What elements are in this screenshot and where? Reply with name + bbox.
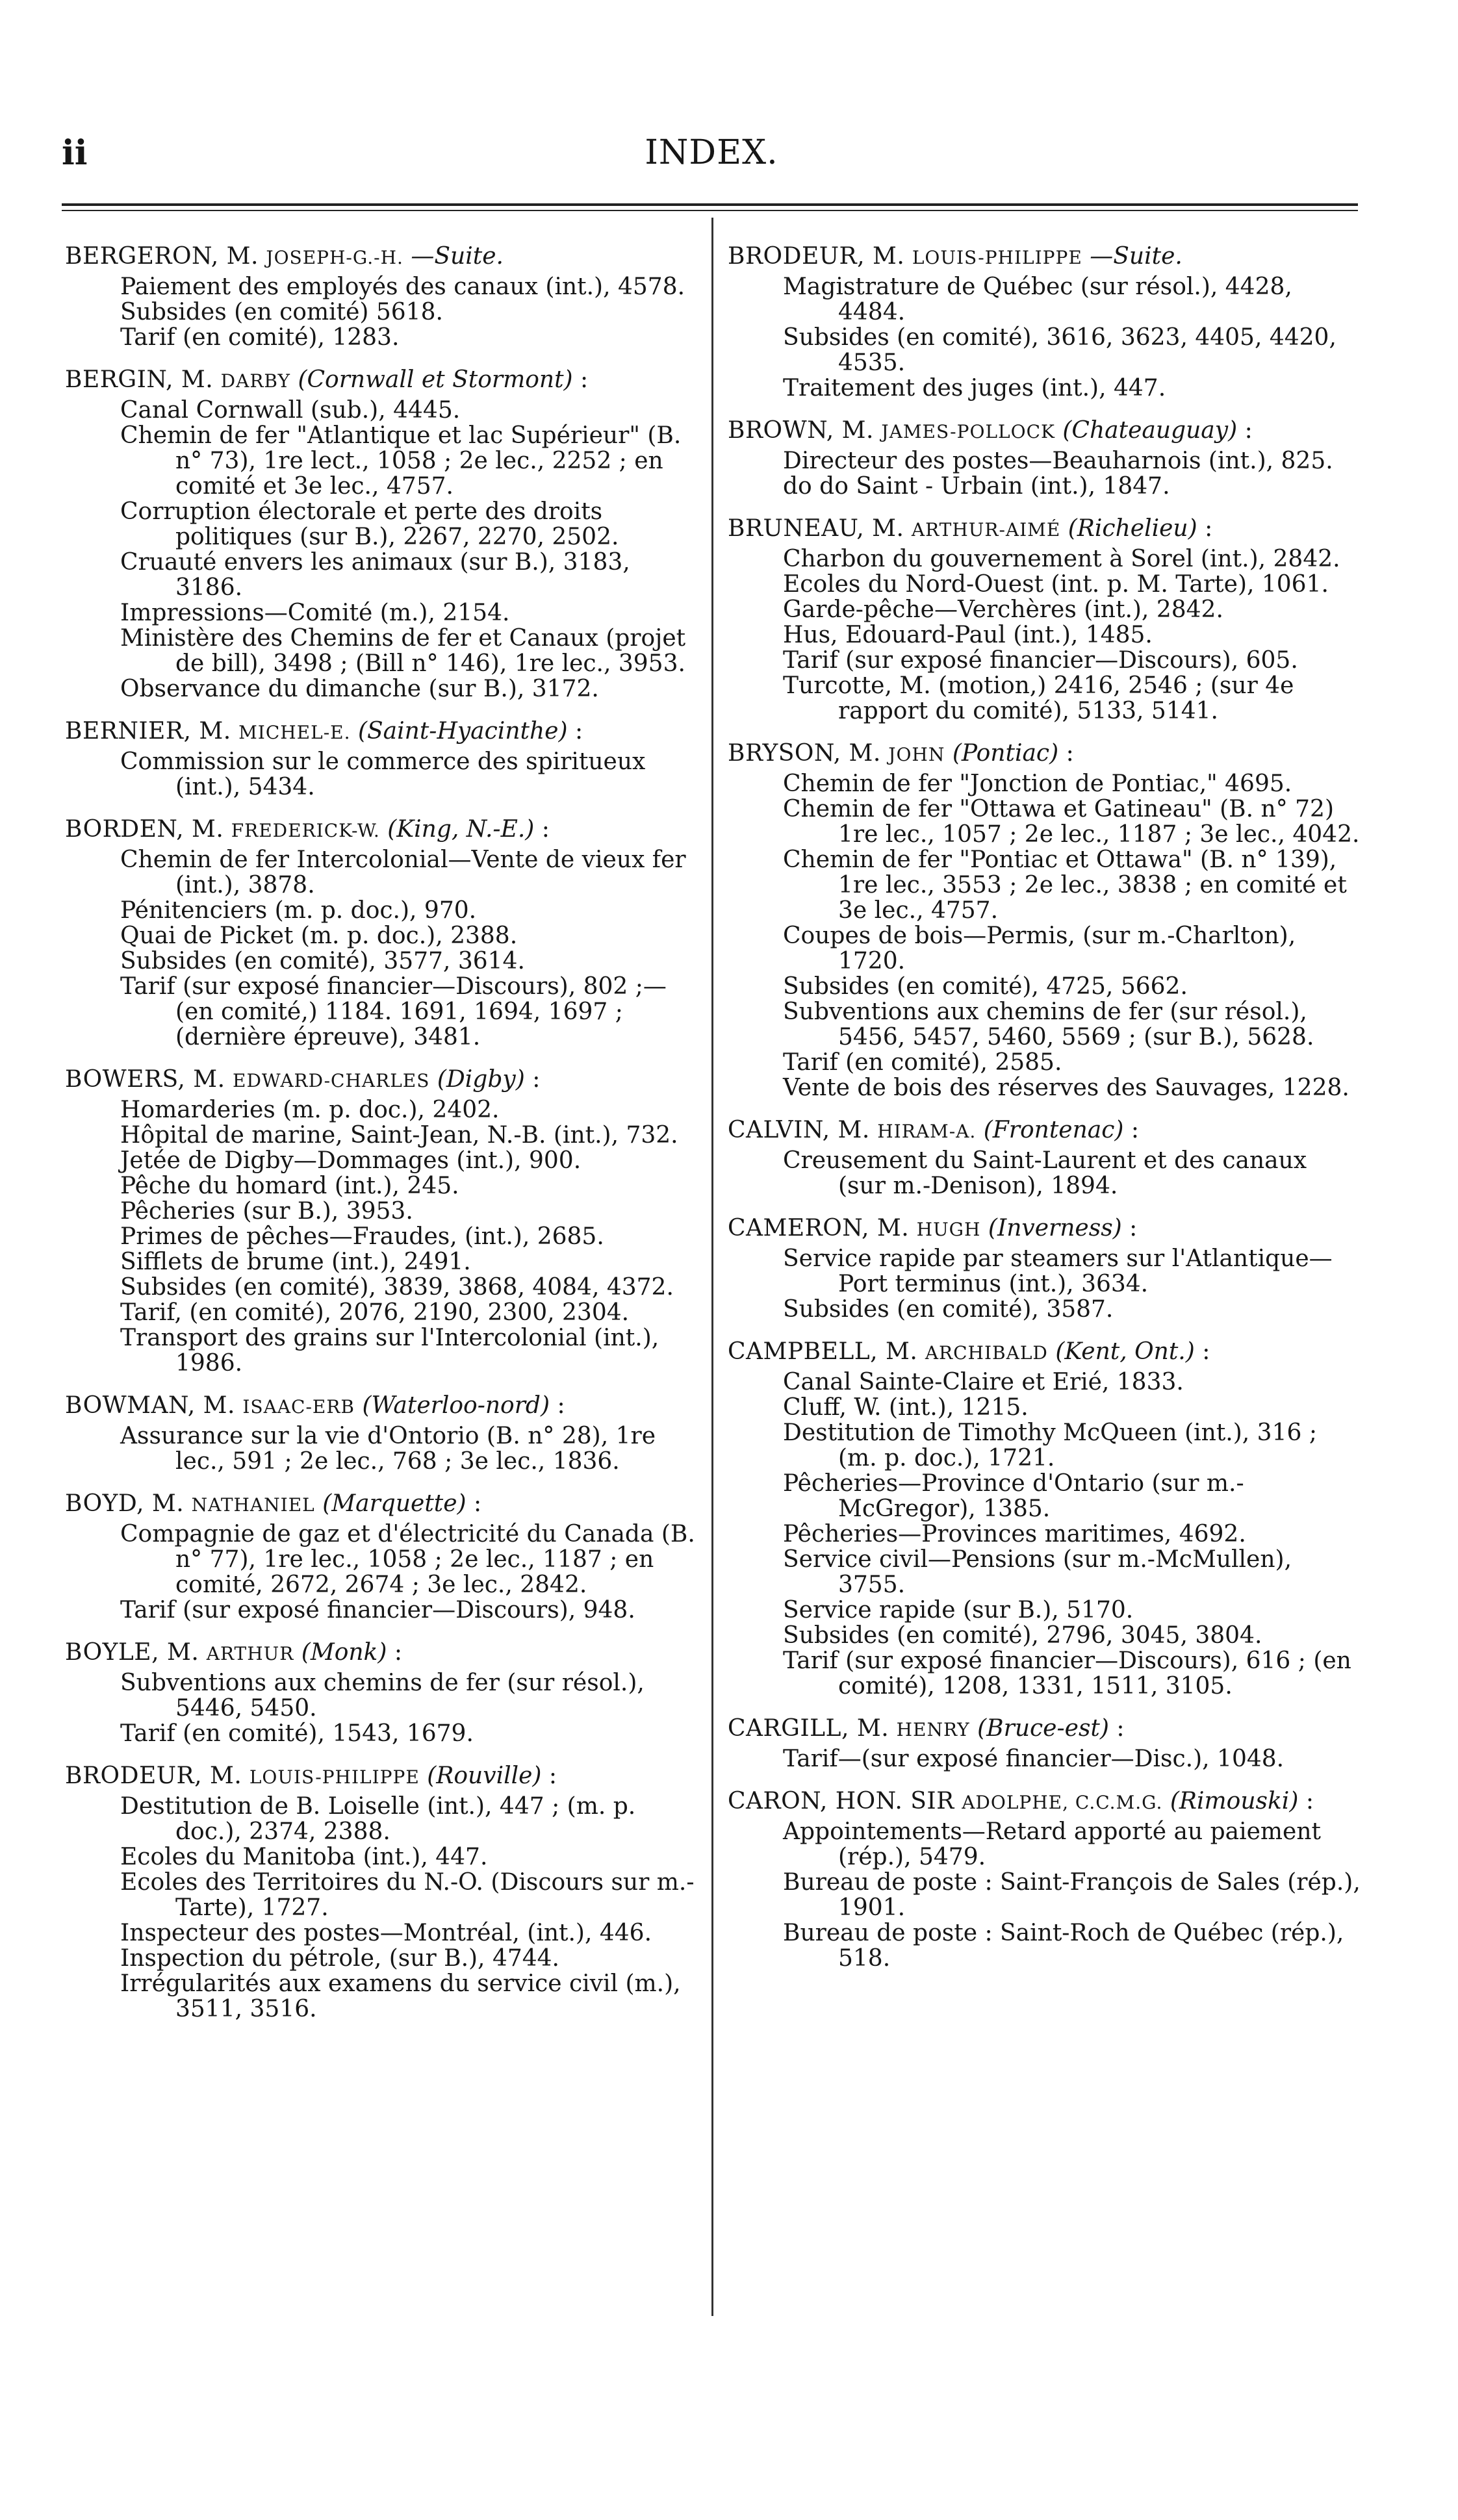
index-entry xyxy=(728,1788,1361,1971)
entry-riding: (Chateauguay) xyxy=(1062,417,1238,444)
entry-surname: BOYD, M. xyxy=(65,1490,185,1517)
entry-riding: (Richelieu) xyxy=(1068,515,1197,542)
entry-reference: Pêcheries—Province d'Ontario (sur m.-McGregor), 1385. xyxy=(783,1470,1244,1522)
entry-surname: CAMERON, M. xyxy=(728,1215,910,1241)
entry-name xyxy=(65,817,698,843)
entry-punctuation: : xyxy=(572,366,589,393)
entry-reference: Assurance sur la vie d'Ontorio (B. n° 28), 1re lec., 591 ; 2e lec., 768 ; 3e lec., 1836. xyxy=(120,1423,656,1475)
entry-riding: (Bruce-est) xyxy=(977,1715,1109,1742)
entry-surname: BERNIER, M. xyxy=(65,718,231,745)
entry-reference: Service rapide (sur B.), 5170. xyxy=(783,1597,1134,1623)
entry-surname: BRYSON, M. xyxy=(728,740,881,767)
entry-riding: —Suite. xyxy=(1090,243,1183,270)
entry-riding: (Pontiac) xyxy=(952,740,1059,767)
entry-reference: Subventions aux chemins de fer (sur résol.), 5446, 5450. xyxy=(120,1670,645,1722)
index-entry xyxy=(728,516,1361,724)
entry-reference: Observance du dimanche (sur B.), 3172. xyxy=(120,676,599,702)
index-entry xyxy=(65,1640,698,1746)
entry-reference: Hôpital de marine, Saint-Jean, N.-B. (int.), 732. xyxy=(120,1122,678,1149)
entry-reference: Subsides (en comité), 3587. xyxy=(783,1296,1114,1323)
entry-surname: BORDEN, M. xyxy=(65,816,224,843)
header-rule-thin xyxy=(62,210,1358,211)
entry-reference: Service civil—Pensions (sur m.-McMullen), 3755. xyxy=(783,1546,1292,1598)
page-title: INDEX. xyxy=(645,133,778,172)
entry-given-name: ARTHUR-AIMÉ xyxy=(911,519,1061,541)
entry-reference: Primes de pêches—Fraudes, (int.), 2685. xyxy=(120,1223,604,1250)
entry-reference: Directeur des postes—Beauharnois (int.), 825. xyxy=(783,448,1333,474)
entry-reference: Turcotte, M. (motion,) 2416, 2546 ; (sur 4e rapport du comité), 5133, 5141. xyxy=(783,672,1294,724)
entry-reference: Subsides (en comité), 4725, 5662. xyxy=(783,973,1188,1000)
entry-surname: BRODEUR, M. xyxy=(65,1763,242,1789)
entry-name xyxy=(728,418,1361,444)
entry-reference: Canal Cornwall (sub.), 4445. xyxy=(120,397,461,424)
entry-surname: BOYLE, M. xyxy=(65,1639,199,1666)
entry-reference: Commission sur le commerce des spiritueux (int.), 5434. xyxy=(120,748,646,800)
index-entry xyxy=(728,244,1361,401)
index-entry xyxy=(728,1716,1361,1772)
header-rule-thick xyxy=(62,203,1358,206)
entry-reference: Inspecteur des postes—Montréal, (int.), 446. xyxy=(120,1920,652,1946)
entry-reference: Subsides (en comité), 3577, 3614. xyxy=(120,948,525,974)
page-number: ii xyxy=(62,133,88,173)
entry-name xyxy=(65,1763,698,1790)
entry-surname: BERGIN, M. xyxy=(65,366,214,393)
entry-reference: Quai de Picket (m. p. doc.), 2388. xyxy=(120,923,518,949)
entry-reference: Transport des grains sur l'Intercolonial (int.), 1986. xyxy=(120,1325,659,1377)
entry-name xyxy=(728,1788,1361,1815)
index-entry xyxy=(728,418,1361,499)
entry-given-name: HIRAM-A. xyxy=(877,1121,977,1142)
entry-punctuation: : xyxy=(1121,1215,1138,1241)
entry-reference: Pénitenciers (m. p. doc.), 970. xyxy=(120,897,477,924)
entry-reference: Destitution de Timothy McQueen (int.), 316 ; (m. p. doc.), 1721. xyxy=(783,1419,1317,1471)
entry-surname: CALVIN, M. xyxy=(728,1117,870,1143)
entry-reference: Tarif (sur exposé financier—Discours), 802 ;— (en comité,) 1184. 1691, 1694, 1697 ; (dernière épreuve), 3481. xyxy=(120,973,667,1050)
entry-riding: (Cornwall et Stormont) xyxy=(298,366,573,393)
index-entry xyxy=(65,367,698,702)
entry-given-name: HENRY xyxy=(896,1719,970,1740)
entry-reference: Cruauté envers les animaux (sur B.), 3183, 3186. xyxy=(120,549,630,601)
entry-reference: Subsides (en comité) 5618. xyxy=(120,299,443,325)
entry-name xyxy=(728,516,1361,542)
entry-punctuation: : xyxy=(524,1066,541,1093)
entry-given-name: JAMES-POLLOCK xyxy=(881,421,1055,442)
entry-punctuation: : xyxy=(1237,417,1253,444)
index-entry xyxy=(728,741,1361,1101)
entry-name xyxy=(65,1067,698,1093)
entry-surname: BOWERS, M. xyxy=(65,1066,225,1093)
entry-given-name: ARTHUR xyxy=(206,1643,294,1664)
entry-reference: Irrégularités aux examens du service civil (m.), 3511, 3516. xyxy=(120,1970,681,2022)
entry-reference: Chemin de fer "Pontiac et Ottawa" (B. n° 139), 1re lec., 3553 ; 2e lec., 3838 ; en comité et 3e lec., 4757. xyxy=(783,846,1347,924)
entry-surname: CARGILL, M. xyxy=(728,1715,889,1742)
entry-reference: Pêcheries (sur B.), 3953. xyxy=(120,1198,413,1225)
entry-reference: Subsides (en comité), 2796, 3045, 3804. xyxy=(783,1622,1262,1649)
entry-punctuation: : xyxy=(550,1392,565,1419)
entry-reference: Compagnie de gaz et d'électricité du Canada (B. n° 77), 1re lec., 1058 ; 2e lec., 1187 ; en comité, 2672, 2674 ; 3e lec., 2842. xyxy=(120,1521,695,1598)
entry-surname: BRUNEAU, M. xyxy=(728,515,904,542)
entry-reference: Tarif, (en comité), 2076, 2190, 2300, 2304. xyxy=(120,1299,630,1326)
entry-reference: Pêcheries—Provinces maritimes, 4692. xyxy=(783,1521,1246,1547)
entry-riding: (Rouville) xyxy=(427,1763,542,1789)
entry-given-name: LOUIS-PHILIPPE xyxy=(249,1766,420,1788)
entry-riding: (Inverness) xyxy=(988,1215,1122,1241)
index-entry xyxy=(728,1339,1361,1699)
entry-reference: Canal Sainte-Claire et Erié, 1833. xyxy=(783,1369,1184,1395)
entry-riding: (Monk) xyxy=(301,1639,387,1666)
left-column xyxy=(65,244,698,2039)
entry-reference: Jetée de Digby—Dommages (int.), 900. xyxy=(120,1147,582,1174)
entry-riding: (Saint-Hyacinthe) xyxy=(357,718,568,745)
entry-reference: Tarif (sur exposé financier—Discours), 616 ; (en comité), 1208, 1331, 1511, 3105. xyxy=(783,1648,1351,1699)
entry-surname: BRODEUR, M. xyxy=(728,243,905,270)
entry-reference: Tarif (en comité), 1283. xyxy=(120,324,400,351)
entry-reference: Subsides (en comité), 3839, 3868, 4084, 4372. xyxy=(120,1274,674,1301)
entry-given-name: FREDERICK-W. xyxy=(231,820,380,841)
entry-name xyxy=(728,1215,1361,1242)
index-entry xyxy=(728,1215,1361,1322)
entry-reference: Corruption électorale et perte des droits politiques (sur B.), 2267, 2270, 2502. xyxy=(120,498,619,550)
entry-name xyxy=(65,719,698,745)
entry-punctuation: : xyxy=(1108,1715,1125,1742)
entry-reference: Subsides (en comité), 3616, 3623, 4405, 4420, 4535. xyxy=(783,324,1336,376)
entry-reference: Impressions—Comité (m.), 2154. xyxy=(120,600,510,626)
entry-given-name: NATHANIEL xyxy=(191,1494,315,1516)
entry-reference: Chemin de fer "Ottawa et Gatineau" (B. n° 72) 1re lec., 1057 ; 2e lec., 1187 ; 3e lec., 4042. xyxy=(783,796,1360,848)
entry-given-name: LOUIS-PHILIPPE xyxy=(912,247,1082,268)
entry-name xyxy=(65,244,698,270)
entry-riding: (Digby) xyxy=(437,1066,525,1093)
entry-given-name: MICHEL-E. xyxy=(238,722,351,743)
entry-name xyxy=(728,244,1361,270)
entry-reference: Garde-pêche—Verchères (int.), 2842. xyxy=(783,596,1223,623)
entry-punctuation: : xyxy=(567,718,583,745)
entry-reference: Sifflets de brume (int.), 2491. xyxy=(120,1249,471,1275)
entry-given-name: ISAAC-ERB xyxy=(242,1396,355,1418)
entry-reference: Destitution de B. Loiselle (int.), 447 ; (m. p. doc.), 2374, 2388. xyxy=(120,1793,636,1845)
entry-name xyxy=(65,367,698,394)
entry-reference: Ministère des Chemins de fer et Canaux (projet de bill), 3498 ; (Bill n° 146), 1re lec., 3953. xyxy=(120,625,686,677)
entry-given-name: JOSEPH-G.-H. xyxy=(266,247,403,268)
entry-given-name: DARBY xyxy=(220,370,290,392)
entry-reference: Tarif (sur exposé financier—Discours), 948. xyxy=(120,1597,635,1623)
entry-riding: (Kent, Ont.) xyxy=(1055,1338,1195,1365)
index-entry xyxy=(65,1763,698,2022)
entry-reference: Coupes de bois—Permis, (sur m.-Charlton), 1720. xyxy=(783,923,1296,974)
entry-reference: Service rapide par steamers sur l'Atlantique— Port terminus (int.), 3634. xyxy=(783,1245,1333,1297)
entry-reference: Ecoles du Manitoba (int.), 447. xyxy=(120,1844,488,1870)
entry-surname: BOWMAN, M. xyxy=(65,1392,235,1419)
entry-reference: Tarif (sur exposé financier—Discours), 605. xyxy=(783,647,1298,674)
entry-given-name: ARCHIBALD xyxy=(925,1342,1048,1364)
entry-reference: Cluff, W. (int.), 1215. xyxy=(783,1394,1029,1421)
entry-reference: Tarif—(sur exposé financier—Disc.), 1048. xyxy=(783,1746,1285,1772)
index-entry xyxy=(65,1393,698,1474)
entry-reference: Vente de bois des réserves des Sauvages, 1228. xyxy=(783,1075,1349,1101)
entry-reference: Chemin de fer Intercolonial—Vente de vieux fer (int.), 3878. xyxy=(120,846,686,898)
entry-punctuation: : xyxy=(1194,1338,1210,1365)
index-entry xyxy=(65,1067,698,1376)
entry-reference: Tarif (en comité), 2585. xyxy=(783,1049,1062,1076)
entry-reference: Charbon du gouvernement à Sorel (int.), 2842. xyxy=(783,546,1340,572)
entry-reference: Paiement des employés des canaux (int.), 4578. xyxy=(120,274,685,300)
index-entry xyxy=(65,817,698,1050)
entry-reference: Bureau de poste : Saint-François de Sales (rép.), 1901. xyxy=(783,1869,1361,1921)
entry-riding: (Rimouski) xyxy=(1170,1788,1299,1814)
entry-reference: Traitement des juges (int.), 447. xyxy=(783,375,1166,401)
entry-given-name: JOHN xyxy=(888,744,945,765)
entry-punctuation: : xyxy=(1197,515,1213,542)
entry-reference: Inspection du pétrole, (sur B.), 4744. xyxy=(120,1945,560,1972)
entry-punctuation: : xyxy=(466,1490,482,1517)
entry-name xyxy=(65,1393,698,1419)
entry-punctuation: : xyxy=(387,1639,402,1666)
entry-surname: BERGERON, M. xyxy=(65,243,259,270)
entry-name xyxy=(728,1716,1361,1742)
entry-punctuation: : xyxy=(1123,1117,1140,1143)
entry-surname: CARON, HON. SIR xyxy=(728,1788,954,1814)
entry-punctuation: : xyxy=(1298,1788,1314,1814)
entry-surname: BROWN, M. xyxy=(728,417,874,444)
entry-punctuation: : xyxy=(541,1763,557,1789)
entry-reference: Chemin de fer "Atlantique et lac Supérieur" (B. n° 73), 1re lect., 1058 ; 2e lec., 2252 ; en comité et 3e lec., 4757. xyxy=(120,422,682,500)
entry-reference: Hus, Edouard-Paul (int.), 1485. xyxy=(783,622,1153,648)
entry-punctuation: : xyxy=(1058,740,1074,767)
entry-reference: Ecoles du Nord-Ouest (int. p. M. Tarte), 1061. xyxy=(783,571,1329,598)
entry-given-name: ADOLPHE, C.C.M.G. xyxy=(962,1792,1163,1813)
entry-riding: (Marquette) xyxy=(322,1490,467,1517)
entry-given-name: HUGH xyxy=(916,1219,981,1240)
entry-riding: (Frontenac) xyxy=(983,1117,1124,1143)
entry-given-name: EDWARD-CHARLES xyxy=(233,1070,430,1091)
entry-reference: Homarderies (m. p. doc.), 2402. xyxy=(120,1097,500,1123)
right-column xyxy=(728,244,1361,1988)
entry-name xyxy=(65,1640,698,1666)
entry-reference: Pêche du homard (int.), 245. xyxy=(120,1173,459,1199)
entry-reference: Chemin de fer "Jonction de Pontiac," 4695. xyxy=(783,770,1292,797)
index-entry xyxy=(65,244,698,350)
page-header xyxy=(62,133,1361,185)
entry-punctuation: : xyxy=(534,816,550,843)
entry-reference: Ecoles des Territoires du N.-O. (Discours sur m.-Tarte), 1727. xyxy=(120,1869,695,1921)
entry-riding: —Suite. xyxy=(411,243,504,270)
index-entry xyxy=(65,719,698,800)
index-entry xyxy=(728,1117,1361,1199)
entry-reference: Creusement du Saint-Laurent et des canaux (sur m.-Denison), 1894. xyxy=(783,1147,1307,1199)
entry-reference: Tarif (en comité), 1543, 1679. xyxy=(120,1720,474,1747)
entry-name xyxy=(728,741,1361,767)
entry-reference: Appointements—Retard apporté au paiement (rép.), 5479. xyxy=(783,1818,1321,1870)
index-entry xyxy=(65,1491,698,1623)
entry-surname: CAMPBELL, M. xyxy=(728,1338,918,1365)
entry-name xyxy=(728,1117,1361,1144)
entry-name xyxy=(65,1491,698,1518)
entry-reference: Magistrature de Québec (sur résol.), 4428, 4484. xyxy=(783,274,1292,325)
entry-reference: Bureau de poste : Saint-Roch de Québec (rép.), 518. xyxy=(783,1920,1344,1972)
entry-riding: (King, N.-E.) xyxy=(387,816,535,843)
entry-reference: do do Saint - Urbain (int.), 1847. xyxy=(783,473,1170,500)
column-divider xyxy=(711,218,713,2316)
entry-name xyxy=(728,1339,1361,1366)
entry-riding: (Waterloo-nord) xyxy=(362,1392,550,1419)
entry-reference: Subventions aux chemins de fer (sur résol.), 5456, 5457, 5460, 5569 ; (sur B.), 5628. xyxy=(783,999,1314,1050)
